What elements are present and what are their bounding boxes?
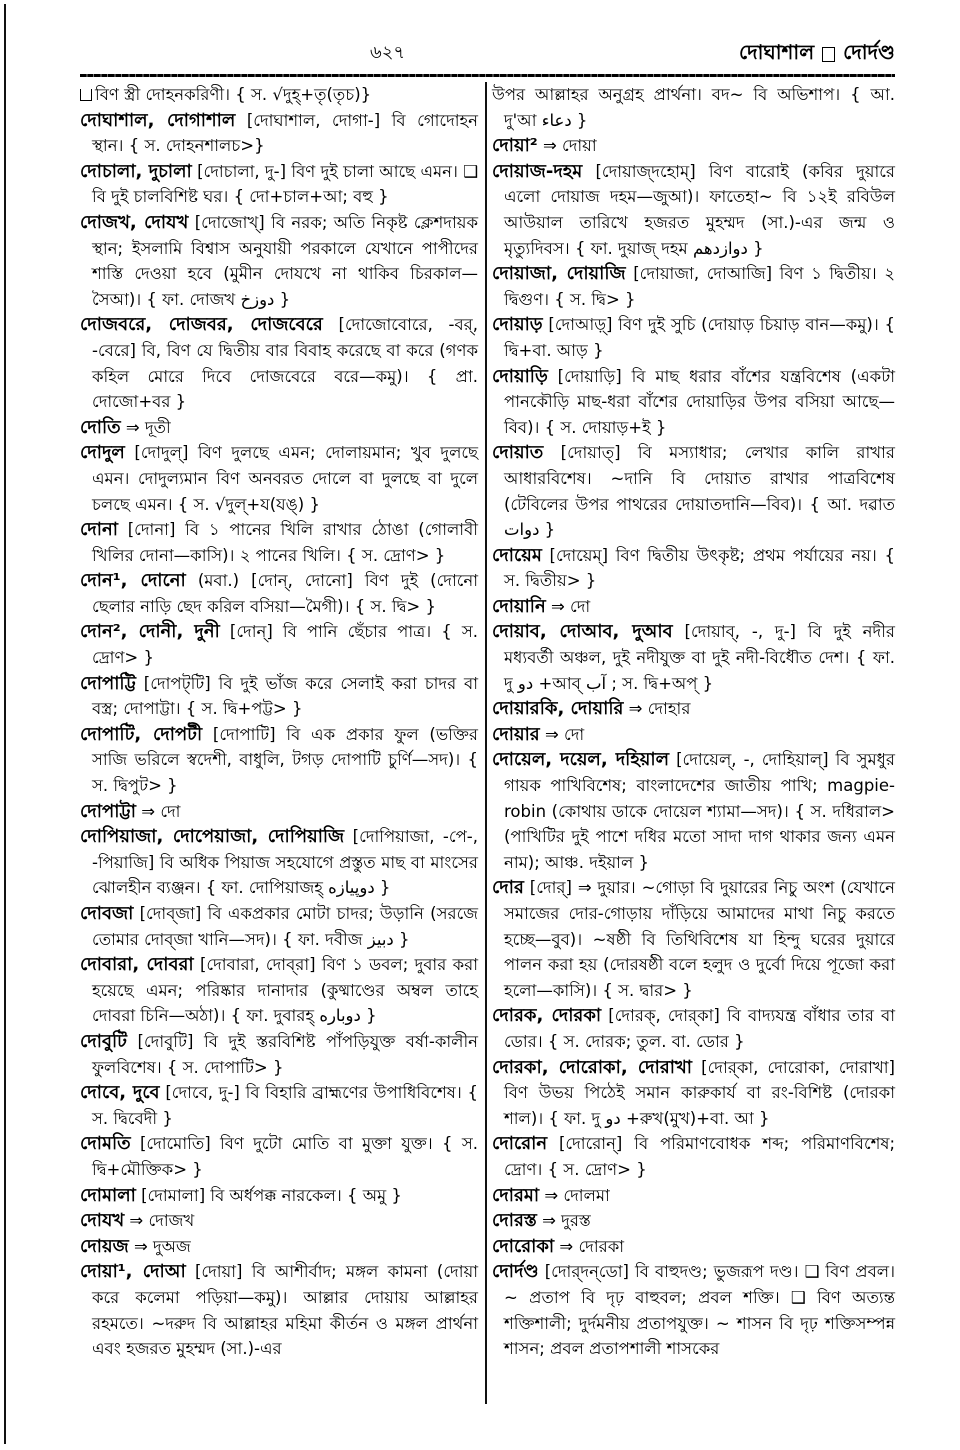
headword: দোয়াজ-দহম — [492, 160, 583, 182]
definition: বিণ দুই (দোনো ছেলার নাড়ি ছেদ করিল বসিয়া—মৈগী)। { স. দ্বি> } — [92, 571, 478, 616]
dictionary-entry — [80, 1183, 478, 1209]
pronunciation: [দোআড়্] — [548, 315, 613, 335]
headword: দোপাট্টা — [80, 800, 136, 822]
dictionary-entry — [80, 901, 478, 952]
definition: বি বাদ্যযন্ত্র বাঁধার তার বা ডোর। { স. দোরক; তুল. বা. ডোর } — [504, 1006, 896, 1051]
pronunciation: [দোনা] — [127, 520, 176, 540]
pronunciation: [দোপট্‌টি] — [143, 673, 211, 693]
headword: দোরক, দোরকা — [492, 1005, 602, 1027]
definition: বি নরক; অতি নিকৃষ্ট ক্লেশদায়ক স্থান; ইসলামি বিশ্বাস অনুযায়ী পরকালে যেখানে পাপীদের শাস্তি দেওয়া হবে (মুমীন দোযখে না থাকিব চিরকাল—সৈআ)। { ফা. দোজখ دوزخ } — [92, 212, 478, 309]
definition: বি পানি ছেঁচার পাত্র। { স. দ্রোণ> } — [92, 622, 479, 668]
definition: উপর আল্লাহর অনুগ্রহ প্রার্থনা। বদ~ বি অভিশাপ। { আ. দু'আ دعاء } — [492, 85, 895, 130]
headword: দোমতি — [80, 1133, 131, 1155]
dictionary-entry — [492, 364, 895, 441]
dictionary-entry — [80, 440, 478, 517]
pronunciation: [দোয়াড়ি] — [557, 366, 622, 386]
square-icon — [822, 47, 835, 62]
open-box-icon — [80, 89, 92, 101]
dictionary-entry — [80, 415, 478, 441]
dictionary-entry — [492, 594, 895, 620]
dictionary-entry — [492, 159, 895, 261]
pronunciation: [দোয়াজা, দোআজি] — [633, 264, 773, 284]
dictionary-entry — [80, 1208, 478, 1234]
guide-word-last: দোর্দণ্ড — [843, 40, 895, 64]
headword: দোয়েল, দয়েল, দহিয়াল — [492, 749, 670, 771]
dictionary-entry — [80, 722, 478, 799]
dictionary-entry — [80, 82, 478, 108]
definition: বিণ বারোই (কবির দুয়ারে এলো দোয়াজ দহম—জুআ)। ফাতেহা~ বি ১২ই রবিউল আউয়াল তারিখে হজরত মুহম্মদ (সা.)-এর জন্ম ও মৃত্যুদিবস। { ফা. দুয়াজ্ দহম دوازدهم } — [504, 161, 896, 258]
pronunciation: [দোরোন্] — [559, 1134, 623, 1154]
dictionary-entry — [80, 312, 478, 414]
dictionary-entry — [492, 696, 895, 722]
headword: দোরোন — [492, 1133, 548, 1155]
definition: ⇒ দোলমা — [544, 1185, 610, 1205]
pronunciation: [দোরক্, দোর্‌কা] — [608, 1006, 720, 1026]
headword: দোবারা, দোবরা — [80, 954, 194, 976]
definition: বি ১ পানের খিলি রাখার ঠোঙা (গোলাবী খিলির দোনা—কাসি)। ২ পানের খিলি। { স. দ্রোণ> } — [92, 520, 478, 565]
headword: দোজবরে, দোজবর, দোজবেরে — [80, 314, 323, 336]
definition: ⇒ দোয়া — [542, 136, 597, 156]
pronunciation: [দোপিয়াজা, -পে-, -পিয়াজি] — [92, 827, 478, 872]
definition: ⇒ দোরকা — [559, 1236, 625, 1256]
headword: দোর — [492, 877, 524, 899]
guide-words — [739, 38, 895, 71]
pronunciation: [দোদুল্] — [134, 443, 189, 463]
pronunciation: [দোয়া] — [194, 1262, 243, 1282]
definition: বি দুই স্তরবিশিষ্ট পাঁপড়িযুক্ত বর্ষা-কালীন ফুলবিশেষ। { স. দোপাটি> } — [92, 1031, 479, 1077]
definition: বি অর্ধপক্ক নারকেল। { অমু } — [210, 1185, 402, 1205]
dictionary-entry — [492, 82, 895, 133]
definition: বি বাহুদণ্ড; ভুজরূপ দণ্ড। ❑ বিণ প্রবল। ~ প্রতাপ বি দৃঢ় বাহুবল; প্রবল শক্তি। ❑ বিণ অত্যন্ত শক্তিশালী; দুর্দমনীয় প্রতাপযুক্ত। ~ শাসন বি দৃঢ় শক্তিসম্পন্ন শাসন; প্রবল প্রতাপশালী শাসকের — [504, 1262, 895, 1359]
headword: দোয়াজা, দোয়াজি — [492, 263, 626, 285]
definition: ⇒ দুঅজ — [133, 1236, 191, 1256]
headword: দোয়াব, দোআব, দুআব — [492, 621, 673, 643]
headword: দোবে, দুবে — [80, 1082, 160, 1104]
definition: বিণ ১ দ্বিতীয়। ২ দ্বিগুণ। { স. দ্বি> } — [504, 264, 895, 309]
headword: দোয়ানি — [492, 595, 546, 617]
dictionary-entry — [492, 133, 895, 159]
definition: ⇒ দোহার — [628, 699, 691, 719]
pronunciation: [দোমালা] — [141, 1185, 206, 1205]
headword: দোয়জ — [80, 1235, 129, 1257]
pronunciation: [দোবে, দু-] — [165, 1083, 240, 1103]
dictionary-entry — [492, 1131, 895, 1182]
dictionary-entry — [492, 619, 895, 696]
definition: বিণ উভয় পিঠেই সমান কারুকার্য বা রং-বিশিষ্ট (দোরকা শাল)। { ফা. দু دو +রুখ(মুখ)+বা. আ } — [504, 1083, 895, 1128]
dictionary-entry — [80, 1234, 478, 1260]
dictionary-entry — [80, 1080, 478, 1131]
definition: বি মাছ ধরার বাঁশের যন্ত্রবিশেষ (একটা পানকৌড়ি মাছ-ধরা বাঁশের দোয়াড়ির উপর বসিয়া আছে—বিব)। { স. দোয়াড়+ই } — [504, 366, 895, 437]
headword: দোয়াড়ি — [492, 365, 548, 387]
dictionary-entry — [492, 1259, 895, 1361]
pronunciation: [দোব্‌জা] — [139, 904, 202, 923]
definition: বি দুই নদীর মধ্যবর্তী অঞ্চল, দুই নদীযুক্ত বা দুই নদী-বিধৌত দেশ। { ফা. দু دو +আব্ آب ; স. দ্বি+অপ্ } — [504, 622, 895, 693]
definition: বি একপ্রকার মোটা চাদর; উড়ানি (সরজে তোমার দোব্‌জা খানি—সদ)। { ফা. দবীজ دبیز } — [92, 904, 478, 949]
headword: দোয়াত — [492, 442, 544, 464]
definition: ⇒ দুয়ার। ~গোড়া বি দুয়ারের নিচু অংশ (যেখানে সমাজের দোর-গোড়ায় দাঁড়িয়ে আমাদের মাথা নিচু করতে হচ্ছে—বুব)। ~ষষ্ঠী বি তিথিবিশেষ যা হিন্দু ঘরের দুয়ারে পালন করা হয় (দোরষষ্ঠী বলে হলুদ ও দুর্বো দিয়ে পূজো করা হলো—কাসি)। { স. দ্বার> } — [504, 878, 895, 1000]
dictionary-entry — [492, 261, 895, 312]
headword: দোয়াড় — [492, 314, 543, 336]
definition: বিণ দ্বিতীয় উৎকৃষ্ট; প্রথম পর্যায়ের নয়। { স. দ্বিতীয়> } — [504, 545, 895, 591]
definition: বি, বিণ যে দ্বিতীয় বার বিবাহ করেছে বা করে (গণক কহিল মোরে দিবে দোজবেরে বরে—কমু)। { প্রা. দোজো+বর } — [92, 340, 479, 412]
headword: দোপাটি, দোপটী — [80, 723, 203, 745]
definition: বি আশীর্বাদ; মঙ্গল কামনা (দোয়া করে কলেমা পড়িয়া—কমু)। আল্লার দোয়ায় আল্লাহর রহমতে। ~দরুদ বি আল্লাহর মহিমা কীর্তন ও মঙ্গল প্রার্থনা এবং হজরত মুহম্মদ (সা.)-এর — [92, 1262, 478, 1359]
dictionary-entry — [80, 568, 478, 619]
definition: ⇒ দো — [544, 724, 585, 744]
scan-edge-line — [4, 4, 6, 1444]
definition: বিণ ১ ডবল; দুবার করা হয়েছে এমন; পরিষ্কার দানাদার (কুষ্মাণ্ডের অম্বল তাহে দোবরা চিনি—অঠা)। { ফা. দুবারহ্ دوباره } — [92, 955, 478, 1026]
dictionary-entry — [80, 952, 478, 1029]
definition: বিণ দুই সুচি (দোয়াড় চিয়াড় বান—কমু)। { দ্বি+বা. আড় } — [504, 315, 895, 360]
pronunciation: [দোজোবোরে, -বর্, -বেরে] — [92, 315, 478, 360]
headword: দোয়েম — [492, 544, 542, 566]
pronunciation: [দোবারা, দোব্‌রা] — [199, 955, 316, 975]
headword: দোনা — [80, 519, 118, 541]
dictionary-entry — [492, 722, 895, 748]
left-column — [80, 82, 478, 1362]
pronunciation: [দোর্] — [529, 878, 572, 898]
dictionary-entry — [80, 1259, 478, 1361]
dictionary-entry — [80, 619, 478, 670]
headword: দোন¹, দোনো — [80, 570, 186, 592]
right-column — [492, 82, 895, 1362]
headword: দোন², দোনী, দুনী — [80, 621, 220, 643]
headword: দোজখ, দোযখ — [80, 211, 189, 233]
pronunciation: [দোয়েম্] — [549, 545, 609, 565]
headword: দোপিয়াজা, দোপেয়াজা, দোপিয়াজি — [80, 826, 345, 848]
definition: বি অধিক পিয়াজ সহযোগে প্রস্তুত মাছ বা মাংসের ঝোলহীন ব্যঞ্জন। { ফা. দোপিয়াজহ্ دوپیازه } — [92, 852, 478, 898]
dictionary-entry — [80, 210, 478, 312]
pronunciation: [দোয়াজ্‌দহোম্] — [595, 161, 696, 181]
pronunciation: (মবা.) [দোন্, দোনো] — [197, 571, 353, 591]
headword: দোদুল — [80, 442, 125, 464]
dictionary-entry — [492, 1208, 895, 1234]
headword: দোয়া² — [492, 135, 538, 157]
pronunciation: [দোয়েল্, -, দোহিয়াল্] — [676, 750, 829, 770]
definition: ⇒ দূতী — [125, 417, 171, 437]
dictionary-entry — [492, 543, 895, 594]
headword: দোবজা — [80, 903, 134, 924]
definition: বি বিহারি ব্রাহ্মণের উপাধিবিশেষ। { স. দ্বিবেদী } — [92, 1083, 478, 1128]
dictionary-entry — [492, 1055, 895, 1132]
dictionary-entry — [492, 440, 895, 542]
headword: দোর্দণ্ড — [492, 1261, 539, 1283]
definition: বি দুই ভাঁজ করে সেলাই করা চাদর বা বস্ত্র; দোপাট্টা। { স. দ্বি+পট্ট> } — [92, 673, 478, 719]
pronunciation: [দোবুটি] — [137, 1031, 194, 1051]
guide-word-first: দোঘাশাল — [738, 40, 815, 64]
headword: দোঘাশাল, দোগাশাল — [80, 109, 236, 131]
dictionary-entry — [80, 517, 478, 568]
headword: দোচালা, দুচালা — [80, 160, 192, 182]
definition: বিণ স্ত্রী দোহনকরিণী। { স. √দুহ্+তৃ(তৃচ)} — [95, 85, 372, 104]
dictionary-entry — [80, 108, 478, 159]
dictionary-entry — [492, 1003, 895, 1054]
pronunciation: [দোর্‌দন্‌ডো] — [544, 1262, 629, 1282]
headword: দোরমা — [492, 1184, 540, 1206]
headword: দোয়ার — [492, 723, 540, 745]
dictionary-entry — [80, 799, 478, 825]
dictionary-entry — [492, 312, 895, 363]
definition: বি পরিমাণবোধক শব্দ; পরিমাণবিশেষ; দ্রোণ। { স. দ্রোণ> } — [504, 1134, 896, 1179]
headword: দোযখ — [80, 1210, 125, 1232]
pronunciation: [দোচালা, দু-] — [197, 161, 287, 181]
definition: বি সুমধুর গায়ক পাখিবিশেষ; বাংলাদেশের জাতীয় পাখি; magpie-robin (কোথায় ডাকে দোয়েল শ্যামা—সদ)। { স. দধিরাল>(পাখিটির দুই পাশে দধির মতো সাদা দাগ থাকার জন্য এমন নাম); আঞ্চ. দইয়াল } — [504, 750, 895, 872]
dictionary-entry — [80, 159, 478, 210]
definition: বি গোদোহন স্থান। { স. দোহনশালচ>} — [92, 110, 479, 156]
pronunciation: [দোপাটি] — [212, 724, 276, 744]
headword: দোপাট্টি — [80, 672, 136, 694]
headword: দোয়া¹, দোআ — [80, 1261, 186, 1283]
dictionary-entry — [492, 1183, 895, 1209]
dictionary-entry — [80, 824, 478, 901]
pronunciation: [দোঘাশাল, দোগা-] — [246, 110, 381, 130]
definition: বিণ দুলছে এমন; দোলায়মান; খুব দুলছে এমন। দোদুল্যমান বিণ অনবরত দোলে বা দুলছে বা দুলে চলছে এমন। { স. √দুল্+য(যঙ্) } — [92, 443, 479, 514]
definition: বিণ দুই চালা আছে এমন। ❑ বি দুই চালবিশিষ্ট ঘর। { দো+চাল+আ; বহু } — [92, 161, 479, 207]
definition: ⇒ দো — [141, 801, 181, 821]
headword: দোতি — [80, 416, 121, 438]
pronunciation: [দোর্‌কা, দোরোকা, দোরাখা] — [701, 1057, 895, 1077]
header-rule — [80, 74, 895, 77]
headword: দোরস্ত — [492, 1210, 537, 1232]
definition: বি এক প্রকার ফুল (ভক্তির সাজি ভরিলে স্বদেশী, বাধুলি, টগড় দোপাটি চুর্ণি—সদ)। { স. দ্বিপুট> } — [92, 724, 478, 796]
page-number: ৬২৭ — [370, 42, 406, 63]
headword: দোরোকা — [492, 1235, 555, 1257]
dictionary-entry — [492, 1234, 895, 1260]
pronunciation: [দোয়াব্, -, দু-] — [684, 622, 796, 642]
dictionary-entry — [80, 1131, 478, 1182]
headword: দোবুটি — [80, 1030, 127, 1052]
definition: ⇒ দো — [550, 596, 591, 616]
dictionary-columns — [80, 82, 895, 1422]
definition: ⇒ দোজখ — [129, 1211, 195, 1231]
pronunciation: [দোয়াত্] — [560, 443, 621, 463]
dictionary-entry — [492, 747, 895, 875]
dictionary-entry — [492, 875, 895, 1003]
pronunciation: [দোন্] — [229, 622, 273, 642]
headword: দোয়ারকি, দোয়ারি — [492, 698, 624, 720]
page-header — [80, 36, 895, 70]
definition: ⇒ দুরস্ত — [542, 1211, 591, 1231]
headword: দোরকা, দোরোকা, দোরাখা — [492, 1056, 693, 1078]
headword: দোমালা — [80, 1184, 136, 1206]
dictionary-entry — [80, 671, 478, 722]
definition: বি মস্যাধার; লেখার কালি রাখার আধারবিশেষ। ~দানি বি দোয়াত রাখার পাত্রবিশেষ (টেবিলের উপর পাথরের দোয়াতদানি—বিব)। { আ. দৱাত دوات } — [504, 443, 895, 540]
pronunciation: [দোজোখ্] — [194, 212, 265, 232]
definition: বিণ দুটো মোতি বা মুক্তা যুক্ত। { স. দ্বি+মৌক্তিক> } — [92, 1134, 478, 1179]
column-divider — [485, 82, 487, 1404]
dictionary-entry — [80, 1029, 478, 1080]
pronunciation: [দোমোতি] — [139, 1134, 211, 1154]
